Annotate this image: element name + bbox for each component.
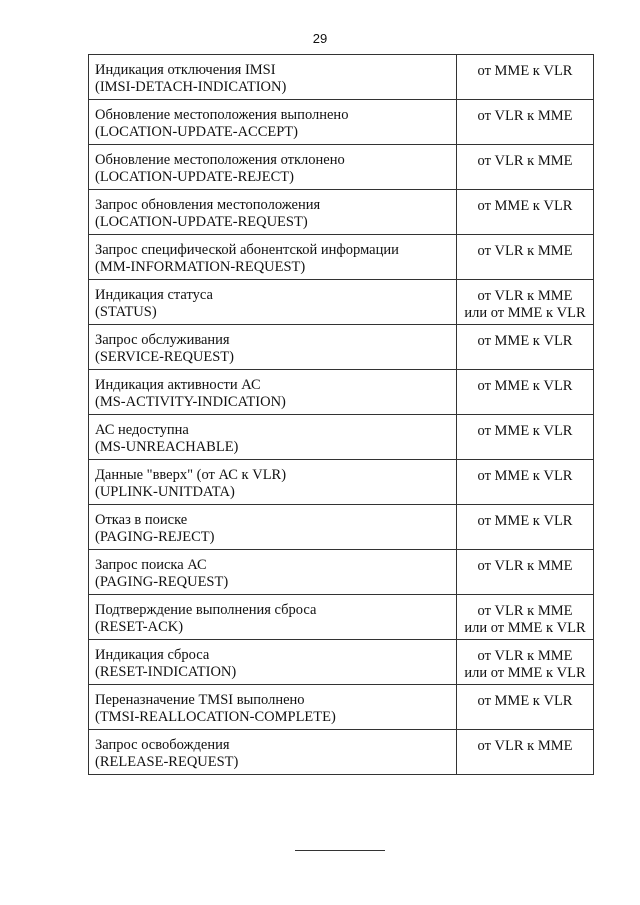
message-name: АС недоступна xyxy=(95,422,189,438)
table-row xyxy=(89,730,594,775)
message-name: Запрос поиска АС xyxy=(95,557,207,573)
direction-cell xyxy=(457,685,594,730)
direction-cell xyxy=(457,415,594,460)
direction-cell xyxy=(457,460,594,505)
table-row xyxy=(89,595,594,640)
message-name: Запрос обновления местоположения xyxy=(95,197,321,213)
direction-cell xyxy=(457,325,594,370)
message-code: (SERVICE-REQUEST) xyxy=(95,349,234,365)
message-name: Обновление местоположения выполнено xyxy=(95,107,349,123)
direction-cell xyxy=(457,190,594,235)
message-name: Обновление местоположения отклонено xyxy=(95,152,345,168)
message-code: (RESET-ACK) xyxy=(95,619,184,635)
message-code: (PAGING-REJECT) xyxy=(95,529,215,545)
message-code: (LOCATION-UPDATE-REJECT) xyxy=(95,169,294,185)
table-row xyxy=(89,505,594,550)
message-name-cell xyxy=(89,55,457,100)
direction-cell xyxy=(457,370,594,415)
message-name: Подтверждение выполнения сброса xyxy=(95,602,317,618)
direction-cell xyxy=(457,100,594,145)
direction-text: или от MME к VLR xyxy=(464,620,586,636)
message-name-cell xyxy=(89,550,457,595)
message-name-cell xyxy=(89,730,457,775)
message-name: Индикация активности АС xyxy=(95,377,261,393)
direction-cell xyxy=(457,595,594,640)
direction-text: от MME к VLR xyxy=(477,693,573,709)
message-name-cell xyxy=(89,460,457,505)
message-name-cell xyxy=(89,145,457,190)
table-row xyxy=(89,235,594,280)
table-row xyxy=(89,145,594,190)
table-body xyxy=(89,55,594,775)
message-name-cell xyxy=(89,685,457,730)
direction-text: от MME к VLR xyxy=(477,63,573,79)
direction-cell xyxy=(457,550,594,595)
table-row xyxy=(89,280,594,325)
message-code: (MS-UNREACHABLE) xyxy=(95,439,239,455)
message-name-cell xyxy=(89,280,457,325)
message-code: (UPLINK-UNITDATA) xyxy=(95,484,235,500)
message-name-cell xyxy=(89,415,457,460)
direction-text: от MME к VLR xyxy=(477,333,573,349)
direction-text: от VLR к MME xyxy=(477,603,573,619)
message-code: (IMSI-DETACH-INDICATION) xyxy=(95,79,287,95)
direction-text: от VLR к MME xyxy=(477,288,573,304)
direction-cell xyxy=(457,730,594,775)
direction-text: или от MME к VLR xyxy=(464,665,586,681)
message-name: Запрос специфической абонентской информации xyxy=(95,242,399,258)
message-name: Индикация отключения IMSI xyxy=(95,62,276,78)
message-name-cell xyxy=(89,100,457,145)
message-code: (MM-INFORMATION-REQUEST) xyxy=(95,259,306,275)
table-row xyxy=(89,55,594,100)
direction-cell xyxy=(457,280,594,325)
message-name: Запрос освобождения xyxy=(95,737,230,753)
message-name: Данные "вверх" (от АС к VLR) xyxy=(95,467,287,483)
table-row xyxy=(89,550,594,595)
direction-text: от VLR к MME xyxy=(477,648,573,664)
message-name-cell xyxy=(89,640,457,685)
direction-text: или от MME к VLR xyxy=(464,305,586,321)
message-name: Индикация статуса xyxy=(95,287,213,303)
table-row xyxy=(89,190,594,235)
message-name: Отказ в поиске xyxy=(95,512,188,528)
message-name-cell xyxy=(89,370,457,415)
message-code: (LOCATION-UPDATE-ACCEPT) xyxy=(95,124,298,140)
table-row xyxy=(89,640,594,685)
message-code: (MS-ACTIVITY-INDICATION) xyxy=(95,394,286,410)
message-code: (LOCATION-UPDATE-REQUEST) xyxy=(95,214,308,230)
direction-text: от MME к VLR xyxy=(477,198,573,214)
direction-text: от MME к VLR xyxy=(477,468,573,484)
direction-text: от VLR к MME xyxy=(477,738,573,754)
direction-cell xyxy=(457,145,594,190)
table-row xyxy=(89,460,594,505)
message-name-cell xyxy=(89,505,457,550)
message-name: Запрос обслуживания xyxy=(95,332,230,348)
table-row xyxy=(89,415,594,460)
message-name-cell xyxy=(89,325,457,370)
page-number: 29 xyxy=(312,31,328,46)
direction-text: от MME к VLR xyxy=(477,423,573,439)
table-row xyxy=(89,100,594,145)
message-direction-table xyxy=(88,54,594,775)
direction-text: от MME к VLR xyxy=(477,378,573,394)
message-name-cell xyxy=(89,595,457,640)
message-code: (RESET-INDICATION) xyxy=(95,664,237,680)
direction-text: от VLR к MME xyxy=(477,153,573,169)
message-code: (TMSI-REALLOCATION-COMPLETE) xyxy=(95,709,336,725)
message-name-cell xyxy=(89,235,457,280)
direction-cell xyxy=(457,55,594,100)
message-name: Переназначение TMSI выполнено xyxy=(95,692,305,708)
message-name-cell xyxy=(89,190,457,235)
direction-text: от VLR к MME xyxy=(477,243,573,259)
message-code: (PAGING-REQUEST) xyxy=(95,574,229,590)
direction-cell xyxy=(457,235,594,280)
message-code: (RELEASE-REQUEST) xyxy=(95,754,239,770)
message-name: Индикация сброса xyxy=(95,647,210,663)
direction-text: от VLR к MME xyxy=(477,558,573,574)
footer-rule xyxy=(295,850,385,851)
table-row xyxy=(89,370,594,415)
table-row xyxy=(89,685,594,730)
direction-cell xyxy=(457,505,594,550)
direction-text: от MME к VLR xyxy=(477,513,573,529)
message-code: (STATUS) xyxy=(95,304,157,320)
table-row xyxy=(89,325,594,370)
direction-text: от VLR к MME xyxy=(477,108,573,124)
direction-cell xyxy=(457,640,594,685)
